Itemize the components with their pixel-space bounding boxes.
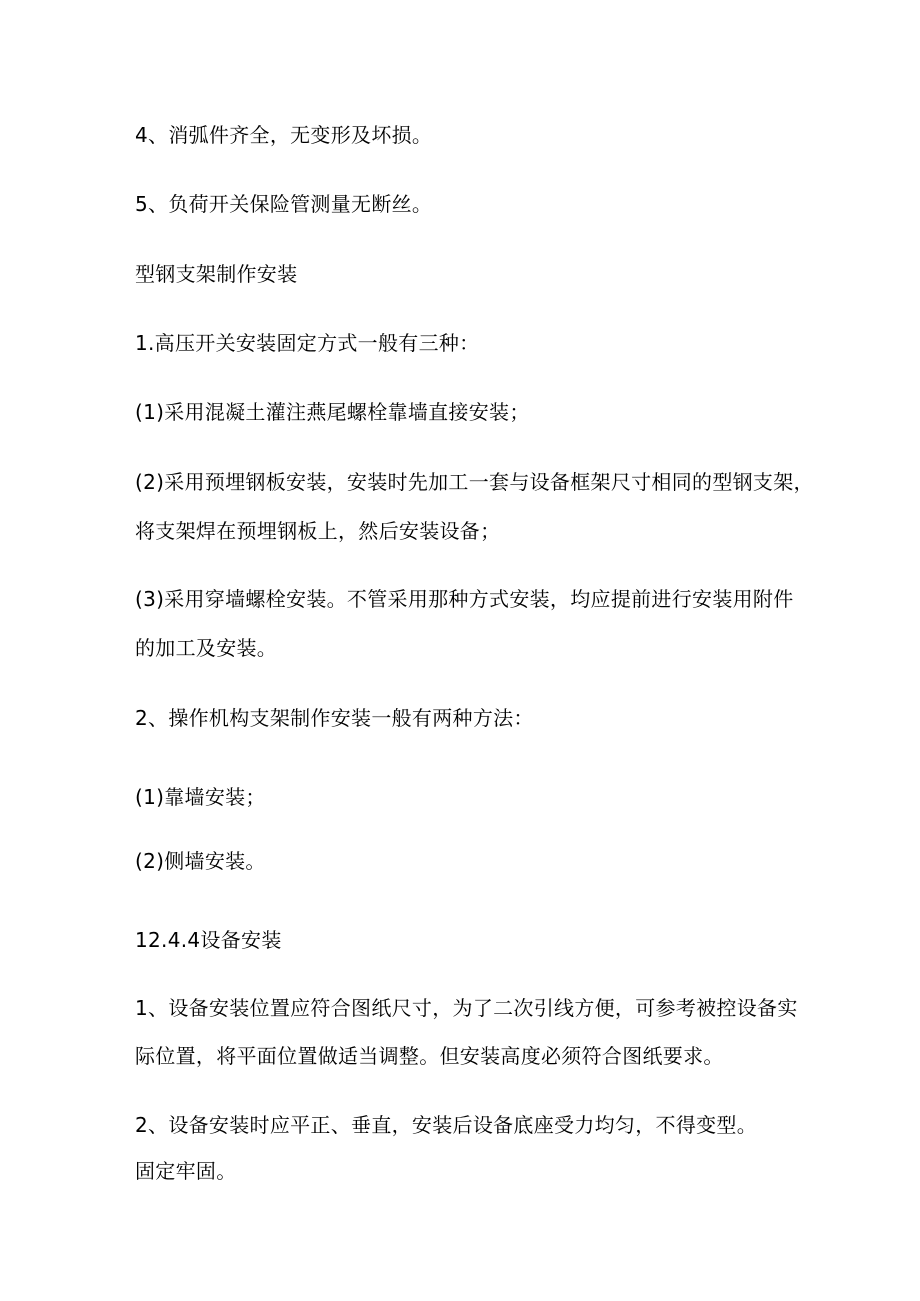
text-line-install-level: 2、设备安装时应平正、垂直，安装后设备底座受力均匀，不得变型。 (135, 1113, 758, 1137)
section-heading-steel-bracket: 型钢支架制作安装 (135, 262, 298, 286)
text-line-item-5: 5、负荷开关保险管测量无断丝。 (135, 192, 433, 216)
text-line-switch-fixing-methods: 1.高压开关安装固定方式一般有三种： (135, 331, 480, 355)
section-heading-equipment-install: 12.4.4设备安装 (135, 928, 282, 952)
text-line-method-1: (1)采用混凝土灌注燕尾螺栓靠墙直接安装； (135, 400, 530, 424)
text-line-install-position-cont: 际位置，将平面位置做适当调整。但安装高度必须符合图纸要求。 (135, 1044, 724, 1068)
text-line-wall-mount: (1)靠墙安装； (135, 785, 266, 809)
text-line-method-3: (3)采用穿墙螺栓安装。不管采用那种方式安装，均应提前进行安装用附件 (135, 587, 794, 611)
text-line-method-2: (2)采用预埋钢板安装，安装时先加工一套与设备框架尺寸相同的型钢支架， (135, 470, 814, 494)
text-line-install-position: 1、设备安装位置应符合图纸尺寸，为了二次引线方便，可参考被控设备实 (135, 996, 798, 1020)
text-line-operating-bracket: 2、操作机构支架制作安装一般有两种方法： (135, 706, 534, 730)
text-line-side-wall-mount: (2)侧墙安装。 (135, 849, 266, 873)
text-line-item-4: 4、消弧件齐全，无变形及坏损。 (135, 123, 433, 147)
text-line-method-3-cont: 的加工及安装。 (135, 636, 278, 660)
text-line-method-2-cont: 将支架焊在预埋钢板上，然后安装设备； (135, 519, 501, 543)
text-line-install-level-cont: 固定牢固。 (135, 1159, 237, 1183)
